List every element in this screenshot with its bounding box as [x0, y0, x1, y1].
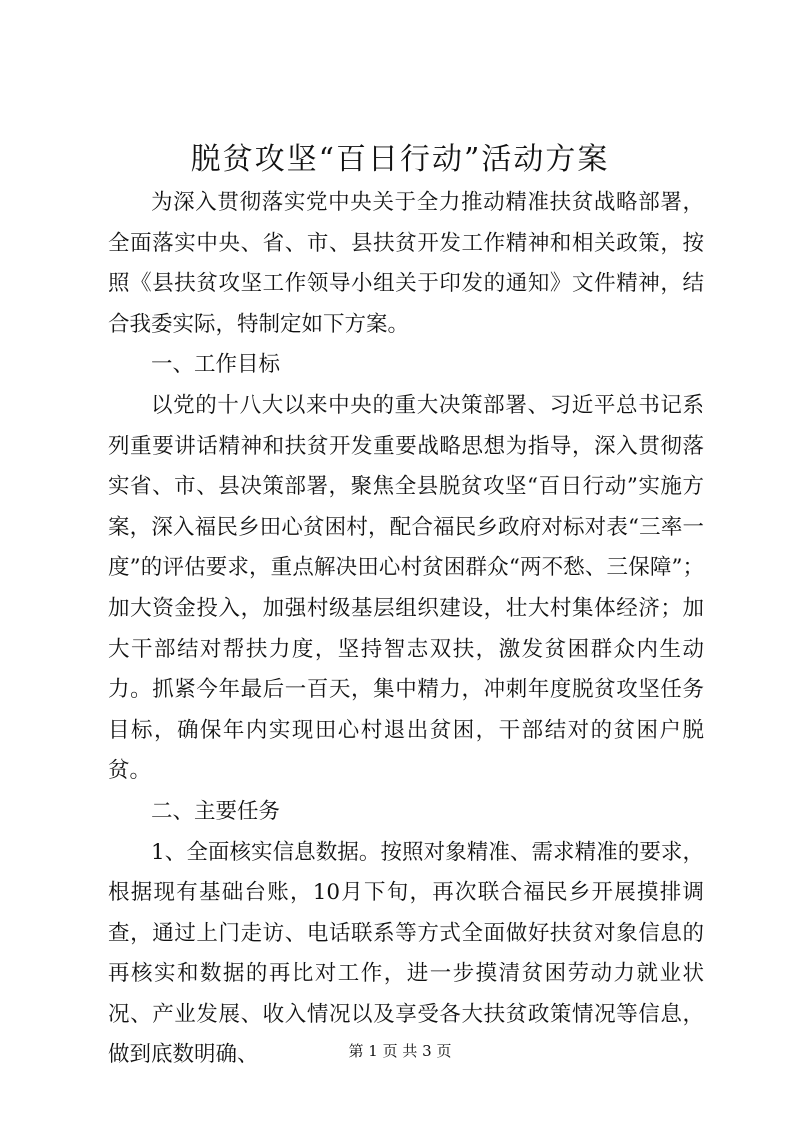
goals-paragraph: 以党的十八大以来中央的重大决策部署、习近平总书记系列重要讲话精神和扶贫开发重要战略思想为指导，深入贯彻落实省、市、县决策部署，聚焦全县脱贫攻坚“百日行动”实施方案，深入福民乡田心贫困村，配合福民乡政府对标对表“三率一度”的评估要求，重点解决田心村贫困群众“两不愁、三保障”；加大资金投入，加强村级基层组织建设，壮大村集体经济；加大干部结对帮扶力度，坚持智志双扶，激发贫困群众内生动力。抓紧今年最后一百天，集中精力，冲刺年度脱贫攻坚任务目标，确保年内实现田心村退出贫困，干部结对的贫困户脱贫。 — [108, 392, 704, 784]
task-1-paragraph: 1、全面核实信息数据。按照对象精准、需求精准的要求，根据现有基础台账，10月下旬，再次联合福民乡开展摸排调查，通过上门走访、电话联系等方式全面做好扶贫对象信息的再核实和数据的再比对工作，进一步摸清贫困劳动力就业状况、产业发展、收入情况以及享受各大扶贫政策情况等信息，做到底数明确、 — [108, 839, 704, 1068]
section-heading-tasks: 二、主要任务 — [151, 798, 281, 824]
document-title: 脱贫攻坚“百日行动”活动方案 — [190, 142, 610, 177]
section-heading-goals: 一、工作目标 — [151, 352, 281, 378]
page-number-footer: 第 1 页 共 3 页 — [348, 1042, 452, 1060]
intro-paragraph: 为深入贯彻落实党中央关于全力推动精准扶贫战略部署，全面落实中央、省、市、县扶贫开发工作精神和相关政策，按照《县扶贫攻坚工作领导小组关于印发的通知》文件精神，结合我委实际，特制定如下方案。 — [108, 190, 704, 337]
document-body — [108, 183, 704, 1076]
